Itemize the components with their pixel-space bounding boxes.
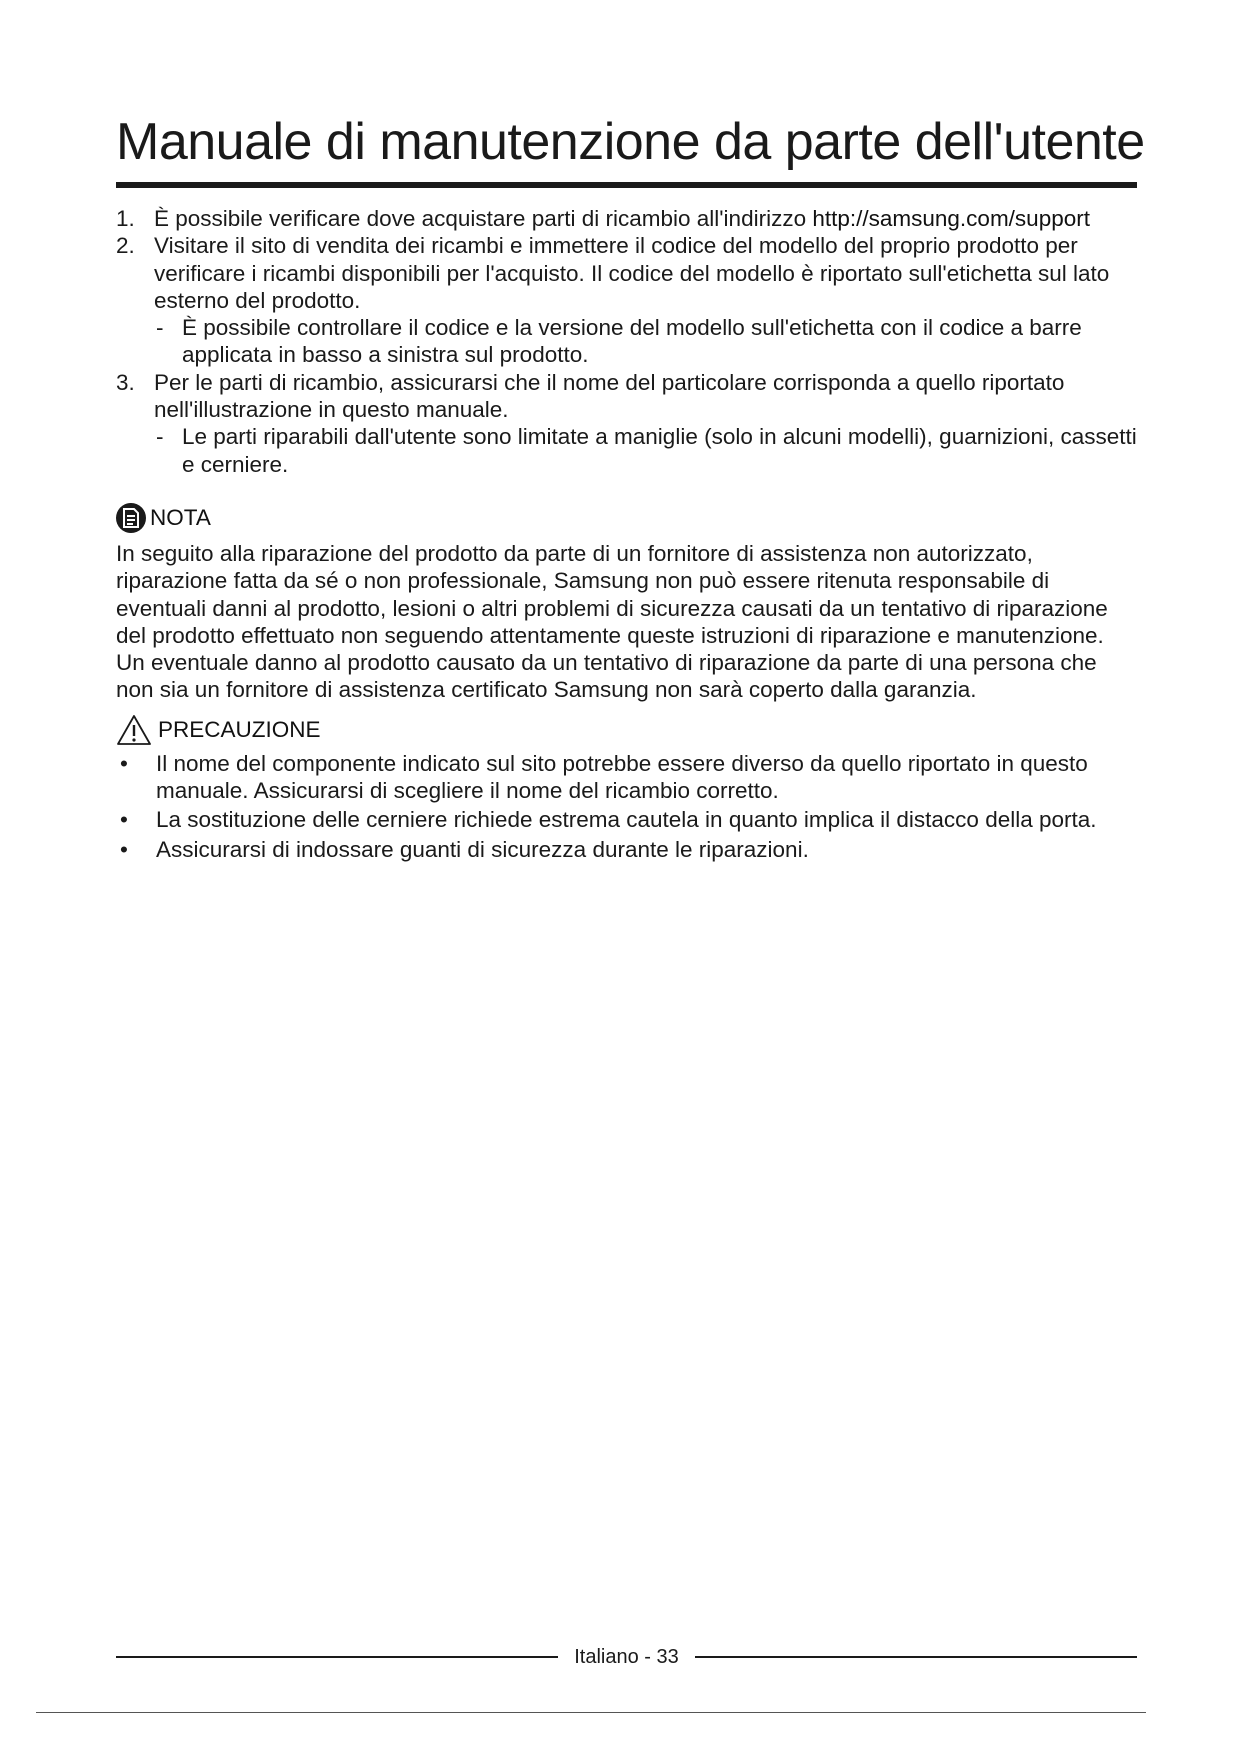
step-text: Per le parti di ricambio, assicurarsi che il nome del particolare corrisponda a quello riportato nell'illustrazione in questo manuale. [154,369,1065,423]
caution-item-text: Assicurarsi di indossare guanti di sicurezza durante le riparazioni. [156,836,809,862]
title-divider [116,182,1137,188]
bullet-marker: • [120,750,128,776]
caution-item-text: La sostituzione delle cerniere richiede estrema cautela in quanto implica il distacco della porta. [156,807,1097,833]
footer-rule-right [695,1656,1137,1658]
page-number: Italiano - 33 [574,1645,679,1668]
bullet-marker: • [120,836,128,862]
caution-title: PRECAUZIONE [158,717,321,743]
step-number: 2. [116,233,135,259]
sub-item-text: È possibile controllare il codice e la versione del modello sull'etichetta con il codice a barre applicata in basso a sinistra sul prodotto. [182,315,1082,368]
step-1 [116,205,1137,232]
bottom-divider [36,1712,1146,1713]
note-icon [116,503,146,533]
sub-item-text: Le parti riparabili dall'utente sono limitate a maniglie (solo in alcuni modelli), guarnizioni, cassetti e cerniere. [182,424,1137,477]
page-content [116,205,1137,865]
step-sub-item [154,314,1137,369]
caution-item [116,806,1137,833]
note-title: NOTA [150,505,211,531]
step-number: 3. [116,369,135,395]
page-title: Manuale di manutenzione da parte dell'utente [116,113,1145,171]
caution-list [116,750,1137,863]
caution-item [116,750,1137,805]
steps-list [116,205,1137,478]
step-number: 1. [116,206,135,231]
step-sub-item [154,423,1137,478]
step-2 [116,232,1137,368]
caution-item [116,836,1137,863]
step-text: È possibile verificare dove acquistare parti di ricambio all'indirizzo [154,206,813,231]
page-footer [116,1642,1137,1672]
note-text: In seguito alla riparazione del prodotto da parte di un fornitore di assistenza non autorizzato, riparazione fatta da sé o non professionale, Samsung non può essere ritenuta responsabile di eventuali danni al prodotto, lesioni o altri problemi di sicurezza causati da un tentativo di riparazione del prodotto effettuato non seguendo attentamente queste istruzioni di riparazione e manutenzione. Un eventuale danno al prodotto causato da un tentativo di riparazione da parte di una persona che non sia un fornitore di assistenza certificato Samsung non sarà coperto dalla garanzia. [116,540,1108,703]
dash-marker: - [156,424,164,450]
note-heading [116,500,1137,536]
bullet-marker: • [120,807,128,833]
footer-rule-left [116,1656,558,1658]
caution-heading [116,712,1137,748]
dash-marker: - [156,315,164,341]
step-3 [116,369,1137,478]
support-link[interactable]: http://samsung.com/support [812,206,1090,231]
caution-item-text: Il nome del componente indicato sul sito potrebbe essere diverso da quello riportato in questo manuale. Assicurarsi di scegliere il nome del ricambio corretto. [156,750,1088,804]
step-text: Visitare il sito di vendita dei ricambi e immettere il codice del modello del proprio prodotto per verificare i ricambi disponibili per l'acquisto. Il codice del modello è riportato sull'etichetta sul lato esterno del prodotto. [154,233,1110,313]
warning-triangle-icon [116,714,152,746]
